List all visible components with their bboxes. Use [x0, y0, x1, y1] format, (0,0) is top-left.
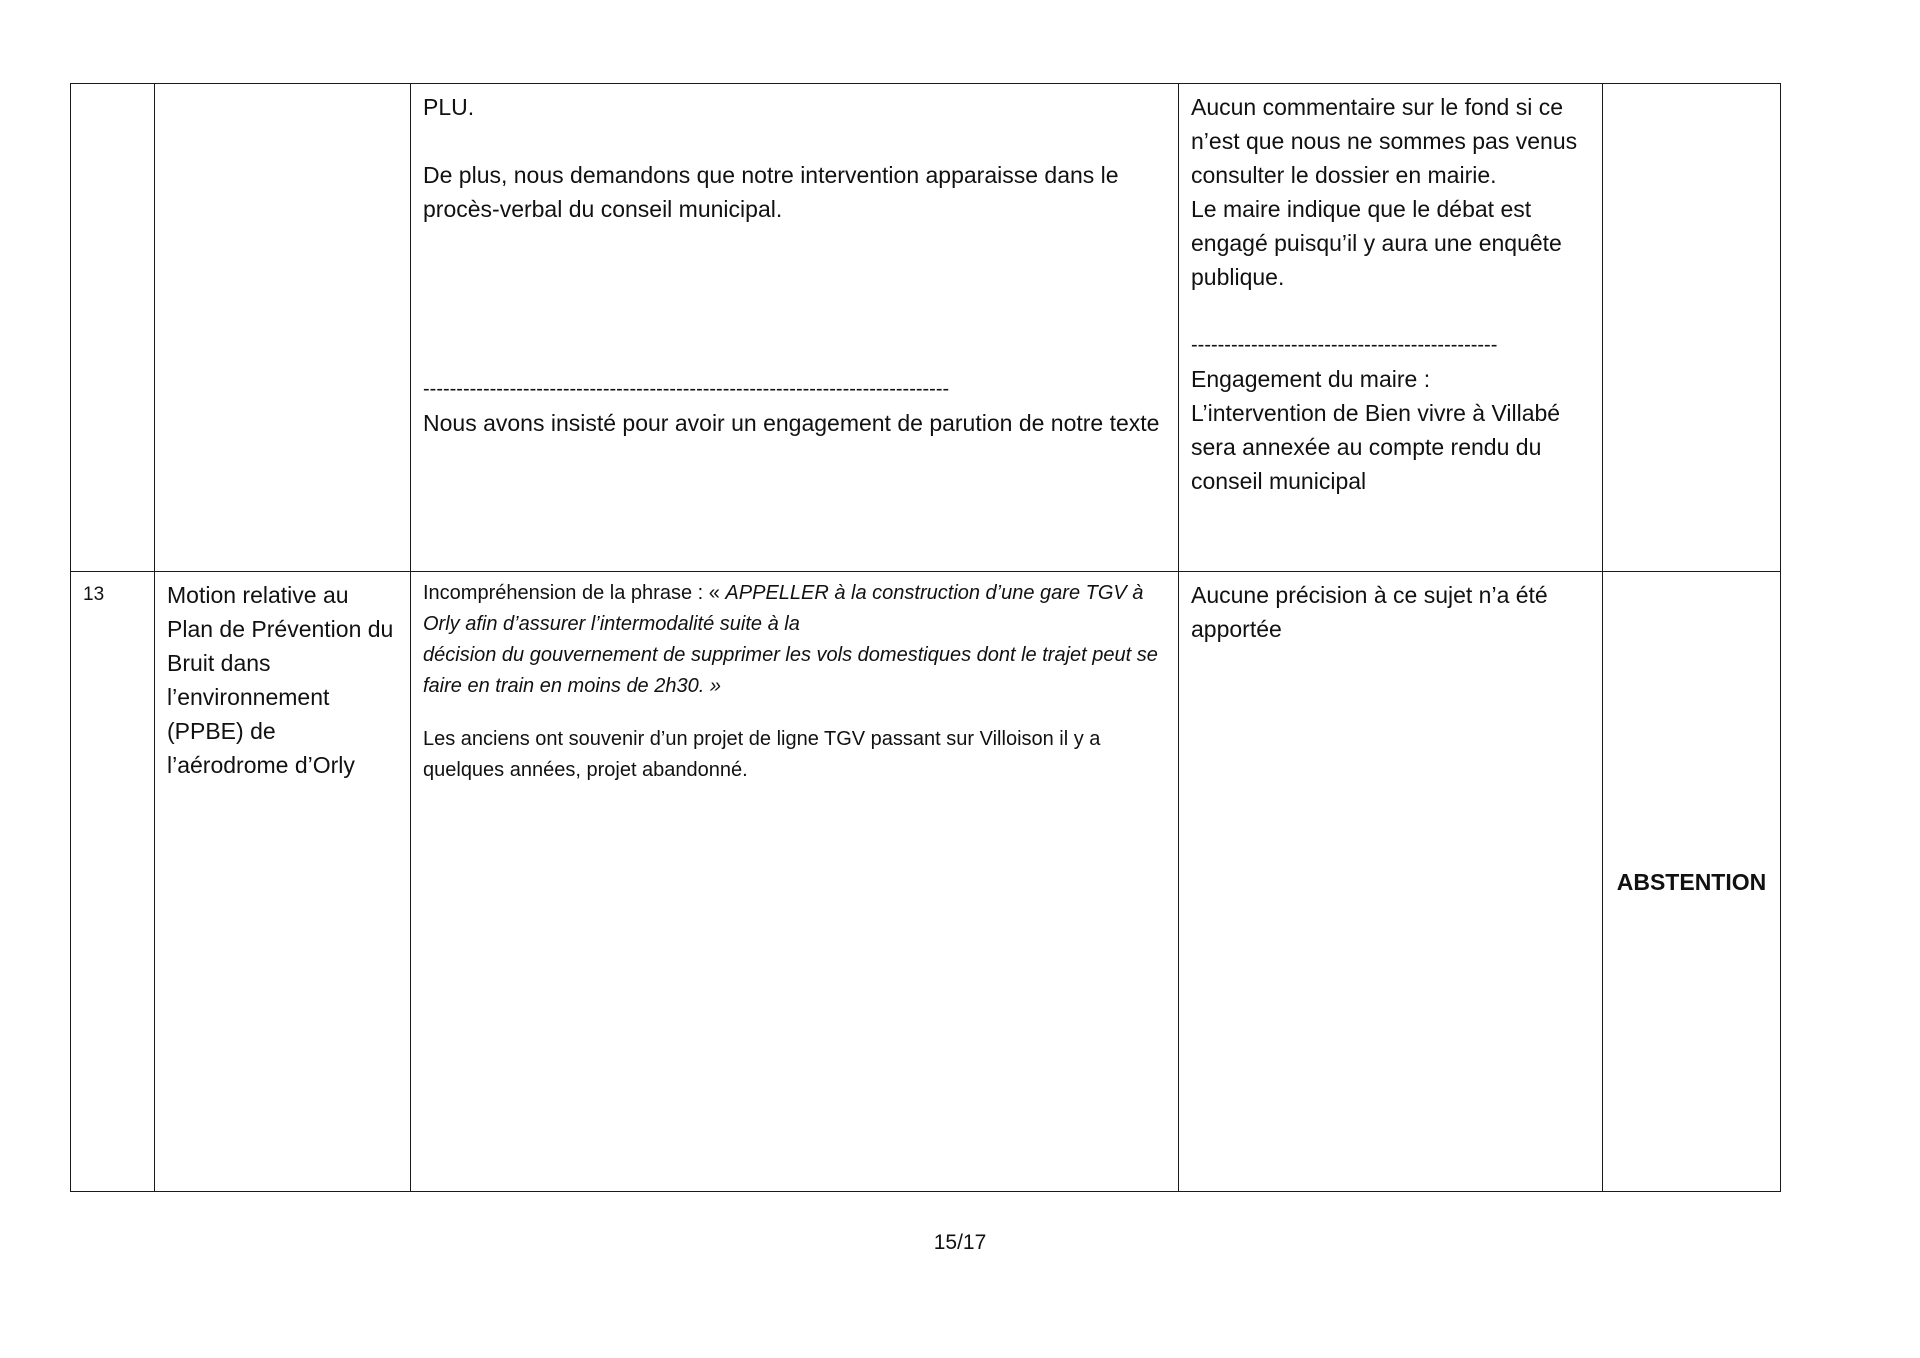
- vote-cell: [1603, 572, 1781, 1192]
- intervention-text: De plus, nous demandons que notre intervention apparaisse dans le procès-verbal du conseil municipal.: [423, 162, 1119, 222]
- page-number: 15/17: [933, 1231, 987, 1254]
- item-subject-cell: Motion relative au Plan de Prévention du Bruit dans l’environnement (PPBE) de l’aérodrome d’Orly: [155, 572, 411, 1192]
- intervention-lead: Incompréhension de la phrase : «: [423, 582, 726, 604]
- deliberation-table: [70, 83, 1781, 1192]
- intervention-text: Nous avons insisté pour avoir un engagement de parution de notre texte: [423, 410, 1160, 436]
- quoted-motion-text: décision du gouvernement de supprimer les vols domestiques dont le trajet peut se faire en train en moins de 2h30. »: [423, 644, 1158, 697]
- response-cell: [1179, 572, 1603, 1192]
- response-text: Aucun commentaire sur le fond si ce n’est que nous ne sommes pas venus consulter le dossier en mairie.: [1191, 94, 1578, 188]
- separator-line: -------------------------------------------------------------------------------: [423, 378, 950, 400]
- item-number-cell: 13: [71, 572, 155, 1192]
- response-text: L’intervention de Bien vivre à Villabé sera annexée au compte rendu du conseil municipal: [1191, 400, 1561, 494]
- table-row: [71, 572, 1781, 1192]
- intervention-text: Les anciens ont souvenir d’un projet de ligne TGV passant sur Villoison il y a quelques années, projet abandonné.: [423, 728, 1101, 781]
- quoted-motion-text: APPELLER à la construction d’une gare TGV à Orly afin d’assurer l’intermodalité suite à la: [423, 582, 1144, 635]
- item-number-cell: [71, 84, 155, 572]
- response-text: Aucune précision à ce sujet n’a été apportée: [1191, 582, 1548, 642]
- response-text: Le maire indique que le débat est engagé puisqu’il y aura une enquête publique.: [1191, 196, 1562, 290]
- intervention-cell: [411, 84, 1179, 572]
- response-text: Engagement du maire :: [1191, 366, 1431, 392]
- table-row: [71, 84, 1781, 572]
- separator-line: ----------------------------------------------: [1191, 334, 1498, 356]
- vote-result: ABSTENTION: [1616, 868, 1767, 895]
- vote-cell: [1603, 84, 1781, 572]
- intervention-cell: [411, 572, 1179, 1192]
- intervention-text: [423, 578, 1168, 640]
- response-cell: [1179, 84, 1603, 572]
- item-subject-cell: [155, 84, 411, 572]
- intervention-text: PLU.: [423, 94, 475, 120]
